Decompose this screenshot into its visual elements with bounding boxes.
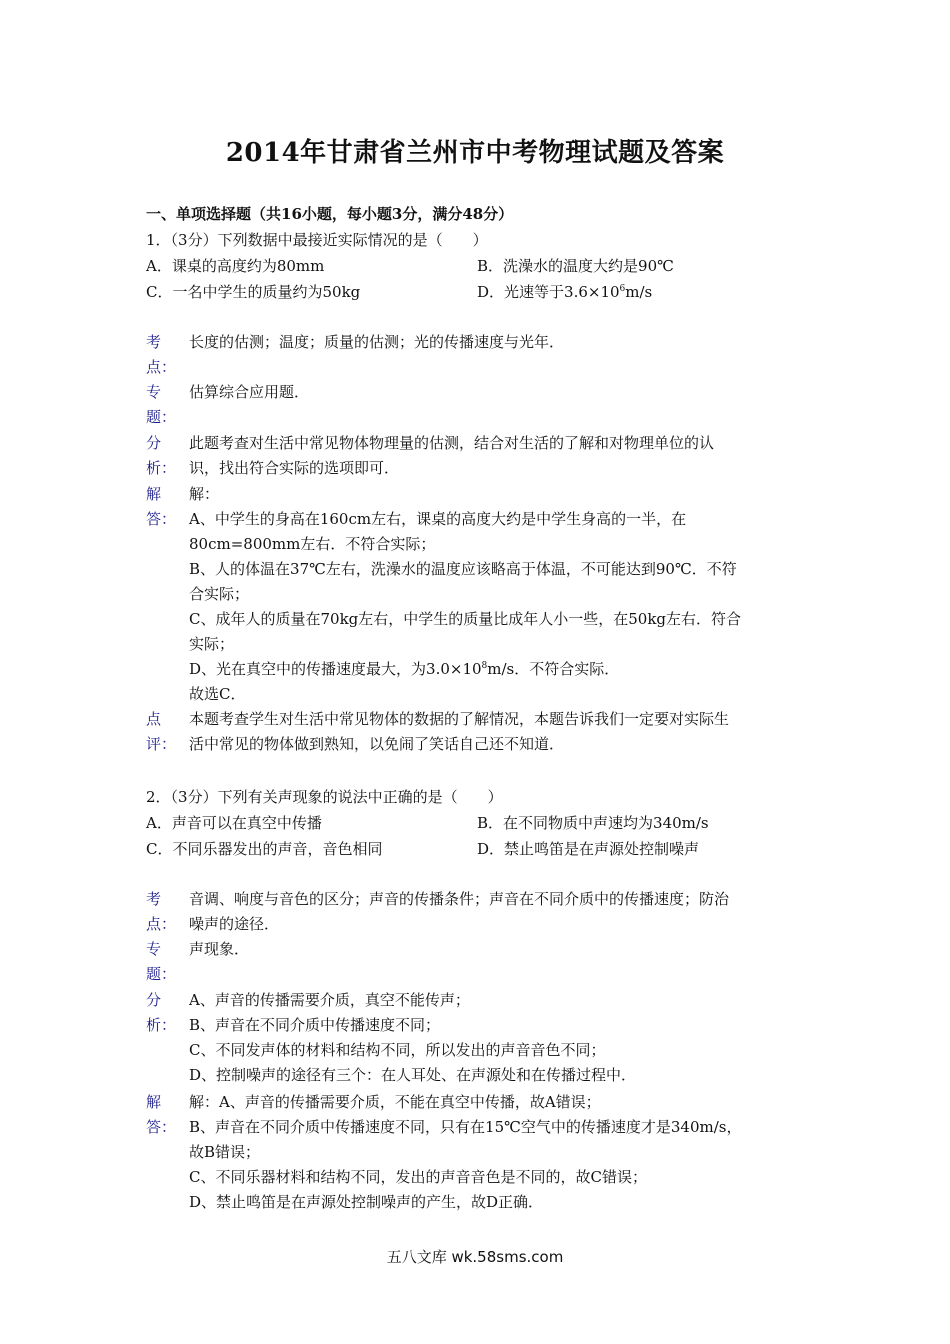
- q1-option-c: C．一名中学生的质量约为50kg: [146, 283, 361, 301]
- q2-fenxi-label: 分 析：: [146, 991, 177, 1034]
- q2-option-d: D．禁止鸣笛是在声源处控制噪声: [477, 840, 700, 858]
- q1-kaodian-text: 长度的估测；温度；质量的估测；光的传播速度与光年．: [189, 333, 565, 351]
- q2-kaodian-label: 考 点：: [146, 890, 177, 933]
- q1-option-d: D．光速等于$3.6\times 10^6m/s$: [477, 283, 653, 301]
- q1-option-b: B．洗澡水的温度大约是90℃: [477, 257, 674, 275]
- q1-option-a: A．课桌的高度约为80mm: [146, 257, 325, 275]
- question-1-stem: 1．（3分）下列数据中最接近实际情况的是（ ）: [146, 231, 488, 249]
- q1-jieda-label: 解 答：: [146, 485, 177, 528]
- q2-option-b: B．在不同物质中声速均为340m/s: [477, 814, 709, 832]
- section-heading: 一、单项选择题（共16小题，每小题3分，满分48分）: [146, 205, 514, 223]
- q2-jieda-label: 解 答：: [146, 1093, 177, 1136]
- page-footer-watermark: 五八文库 wk.58sms.com: [386, 1248, 564, 1266]
- q1-zhuanti-text: 估算综合应用题．: [189, 383, 310, 401]
- q1-jieda-text: 解： A、中学生的身高在160cm左右，课桌的高度大约是中学生身高的一半，在 80cm=800mm左右．不符合实际； B、人的体温在37℃左右，洗澡水的温度应该略高于体温，不可能达到90℃．不符 合实际； C、成年人的质量在70kg左右，中学生的质量比成年人小一些，在50kg左右．符合 实际； D、光在真空中的传播速度最大，为$3.0\times 10^8m/s$．不符合实际． 故选C．: [189, 485, 742, 703]
- q1-dianping-text: 本题考查学生对生活中常见物体的数据的了解情况，本题告诉我们一定要对实际生 活中常见的物体做到熟知，以免闹了笑话自己还不知道．: [189, 710, 730, 753]
- q2-zhuanti-label: 专 题：: [146, 940, 177, 983]
- q1-zhuanti-label: 专 题：: [146, 383, 177, 426]
- q1-kaodian-label: 考 点：: [146, 333, 177, 376]
- q2-kaodian-text: 音调、响度与音色的区分；声音的传播条件；声音在不同介质中的传播速度；防治 噪声的途径．: [189, 890, 730, 933]
- q2-fenxi-text: A、声音的传播需要介质，真空不能传声； B、声音在不同介质中传播速度不同； C、不同发声体的材料和结构不同，所以发出的声音音色不同； D、控制噪声的途径有三个：在人耳处、在声源处和在传播过程中．: [189, 991, 637, 1084]
- question-2-stem: 2．（3分）下列有关声现象的说法中正确的是（ ）: [146, 788, 503, 806]
- page-title: 2014年甘肃省兰州市中考物理试题及答案: [225, 138, 725, 168]
- q1-fenxi-label: 分 析：: [146, 434, 177, 477]
- q2-option-a: A．声音可以在真空中传播: [146, 814, 322, 832]
- q2-zhuanti-text: 声现象．: [189, 940, 250, 958]
- q1-dianping-label: 点 评：: [146, 710, 177, 753]
- q2-jieda-text: 解：A、声音的传播需要介质，不能在真空中传播，故A错误； B、声音在不同介质中传播速度不同，只有在15℃空气中的传播速度才是340m/s， 故B错误； C、不同乐器材料和结构不同，发出的声音音色是不同的，故C错误； D、禁止鸣笛是在声源处控制噪声的产生，故D正确．: [189, 1093, 742, 1211]
- q2-option-c: C．不同乐器发出的声音，音色相同: [146, 840, 383, 858]
- q1-fenxi-text: 此题考查对生活中常见物体物理量的估测，结合对生活的了解和对物理单位的认 识，找出符合实际的选项即可．: [189, 434, 715, 477]
